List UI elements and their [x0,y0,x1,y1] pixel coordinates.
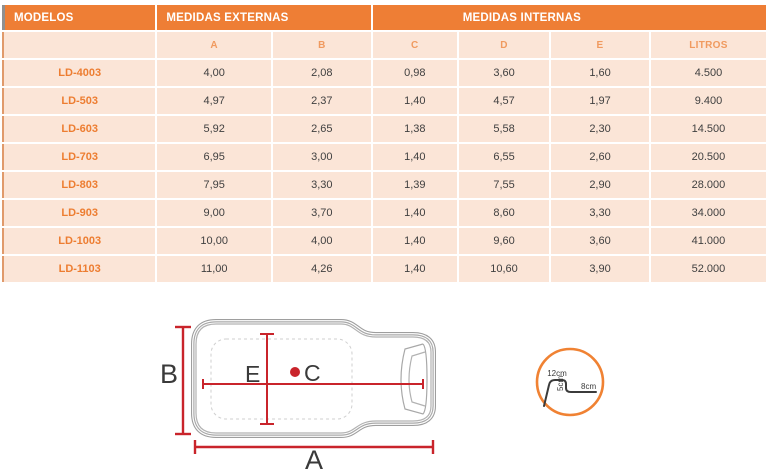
model-name: LD-503 [2,88,155,114]
value-litros: 41.000 [651,228,766,254]
value-b: 4,00 [273,228,371,254]
depth-point-marker [290,367,300,377]
value-e: 2,60 [551,144,649,170]
value-d: 5,58 [459,116,549,142]
value-b: 3,70 [273,200,371,226]
value-d: 3,60 [459,60,549,86]
value-e: 3,60 [551,228,649,254]
value-c: 1,38 [373,116,457,142]
subheader-empty [2,32,155,58]
value-litros: 20.500 [651,144,766,170]
value-d: 7,55 [459,172,549,198]
value-e: 3,90 [551,256,649,282]
model-name: LD-1003 [2,228,155,254]
profile-top-label: 12cm [547,369,567,378]
value-a: 4,97 [157,88,271,114]
value-c: 1,40 [373,200,457,226]
value-litros: 34.000 [651,200,766,226]
value-d: 10,60 [459,256,549,282]
value-e: 1,60 [551,60,649,86]
value-d: 4,57 [459,88,549,114]
value-b: 3,30 [273,172,371,198]
value-b: 2,08 [273,60,371,86]
value-a: 4,00 [157,60,271,86]
value-a: 9,00 [157,200,271,226]
header-medidas-externas: MEDIDAS EXTERNAS [157,5,370,30]
value-b: 3,00 [273,144,371,170]
value-b: 2,37 [273,88,371,114]
value-c: 1,40 [373,144,457,170]
spec-table [0,3,768,284]
value-c: 1,40 [373,228,457,254]
column-b: B [273,32,371,58]
value-a: 7,95 [157,172,271,198]
label-c: C [304,360,321,386]
value-c: 1,39 [373,172,457,198]
label-a: A [305,445,324,473]
label-e: E [245,361,261,387]
profile-side-label: 5cm [556,375,565,391]
model-name: LD-1103 [2,256,155,282]
value-b: 2,65 [273,116,371,142]
value-a: 11,00 [157,256,271,282]
model-name: LD-4003 [2,60,155,86]
column-litros: LITROS [651,32,766,58]
value-c: 1,40 [373,256,457,282]
label-b: B [160,359,179,389]
column-c: C [373,32,457,58]
table-subheader-row [2,32,766,58]
table-row [2,228,766,254]
column-a: A [157,32,271,58]
table-row [2,172,766,198]
value-b: 4,26 [273,256,371,282]
table-header-row [2,5,766,30]
pool-top-view-diagram [140,310,475,473]
header-modelos: MODELOS [2,5,155,30]
value-c: 0,98 [373,60,457,86]
model-name: LD-703 [2,144,155,170]
value-e: 3,30 [551,200,649,226]
value-e: 2,30 [551,116,649,142]
value-litros: 52.000 [651,256,766,282]
table-row [2,88,766,114]
table-row [2,116,766,142]
table-row [2,200,766,226]
value-e: 2,90 [551,172,649,198]
value-e: 1,97 [551,88,649,114]
profile-bottom-label: 8cm [581,382,597,391]
value-a: 6,95 [157,144,271,170]
column-d: D [459,32,549,58]
value-d: 6,55 [459,144,549,170]
value-a: 10,00 [157,228,271,254]
value-d: 9,60 [459,228,549,254]
value-litros: 4.500 [651,60,766,86]
model-name: LD-803 [2,172,155,198]
header-medidas-internas: MEDIDAS INTERNAS [373,5,766,30]
table-row [2,144,766,170]
model-name: LD-603 [2,116,155,142]
table-row [2,256,766,282]
edge-profile-diagram [520,340,630,425]
model-name: LD-903 [2,200,155,226]
value-litros: 28.000 [651,172,766,198]
value-litros: 9.400 [651,88,766,114]
value-d: 8,60 [459,200,549,226]
table-row [2,60,766,86]
value-litros: 14.500 [651,116,766,142]
value-a: 5,92 [157,116,271,142]
column-e: E [551,32,649,58]
value-c: 1,40 [373,88,457,114]
